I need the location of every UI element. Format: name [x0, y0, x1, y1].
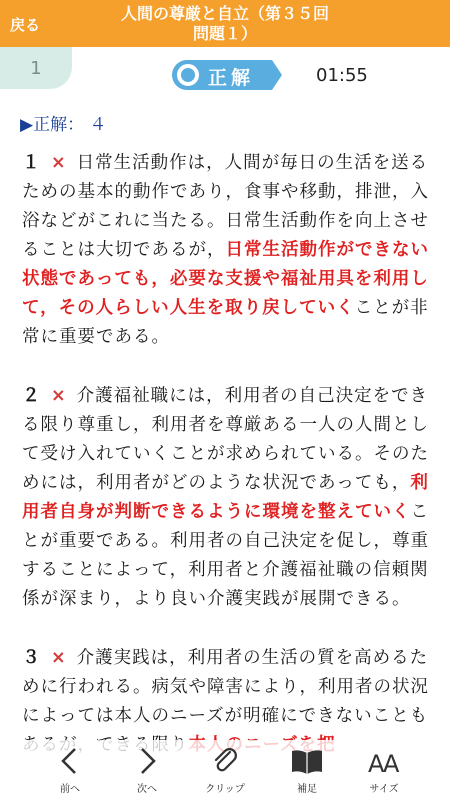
wrong-mark-icon: × [51, 648, 67, 668]
question-number-tab: 1 [0, 47, 72, 89]
supplement-button[interactable] [272, 746, 342, 795]
explanation-text: 日常生活動作は，人間が毎日の生活を送るための基本的動作であり，食事や移動，排泄，入浴などがこれに当たる。日常生活動作を向上させることは大切であるが， [22, 153, 429, 260]
prev-button[interactable] [35, 746, 105, 795]
next-label: 次へ [137, 784, 157, 795]
supplement-label: 補足 [297, 784, 317, 795]
paperclip-icon [210, 746, 240, 776]
choice-number: ２ [22, 385, 41, 406]
chevron-left-icon [55, 746, 85, 776]
choice-number: ３ [22, 647, 41, 668]
header-bar [0, 0, 450, 47]
wrong-mark-icon: × [51, 386, 67, 406]
result-label: 正解 [208, 67, 255, 89]
svg-text:A: A [368, 750, 385, 776]
wrong-mark-icon: × [51, 153, 67, 173]
result-badge [172, 60, 280, 90]
chevron-right-icon [132, 746, 162, 776]
explanation-highlight: 日常生活動作ができない状態であっても，必要な支援や福祉用具を利用して，その人らしい人生を取り戻していく [22, 240, 429, 318]
svg-text:A: A [383, 750, 400, 776]
title-line-2: 問題１） [192, 24, 257, 43]
back-button[interactable]: 戻る [10, 16, 41, 34]
prev-label: 前へ [60, 784, 80, 795]
clip-button[interactable] [190, 746, 260, 795]
clip-label: クリップ [205, 784, 245, 795]
explanation-text-after: ことが重要である。利用者の自己決定を促し，尊重することによって，利用者と介護福祉職の信頼関係が深まり，より良い介護実践が展開できる。 [22, 502, 429, 609]
font-size-icon [367, 746, 401, 776]
explanation-item [22, 148, 430, 352]
explanation-text: 介護実践は，利用者の生活の質を高めるために行われる。病気や障害により，利用者の状況によっては本人のニーズが明確にできないことも [22, 648, 429, 726]
bottom-toolbar [0, 740, 450, 800]
explanation-highlight: 利用者自身が判断できるように環境を整えていく [22, 473, 429, 522]
book-icon [290, 746, 324, 776]
explanation-item [22, 381, 430, 614]
correct-answer-line: ▶正解： ４ [20, 115, 107, 135]
explanation-text: 介護福祉職には，利用者の自己決定をできる限り尊重し，利用者を尊厳ある一人の人間として受け入れていくことが求められている。そのためには，利用者がどのような状況であっても， [22, 386, 429, 493]
explanation-content [22, 148, 430, 789]
choice-number: １ [22, 152, 41, 173]
size-button[interactable] [349, 746, 419, 795]
next-button[interactable] [112, 746, 182, 795]
elapsed-timer: 01:55 [316, 65, 368, 86]
size-label: サイズ [369, 784, 399, 795]
correct-circle-icon [177, 64, 199, 86]
title-line-1: 人間の尊厳と自立（第３５回 [120, 4, 329, 23]
page-title [90, 4, 360, 44]
explanation-text-after: ことが非常に重要である。 [22, 298, 429, 347]
result-arrow [272, 60, 282, 90]
